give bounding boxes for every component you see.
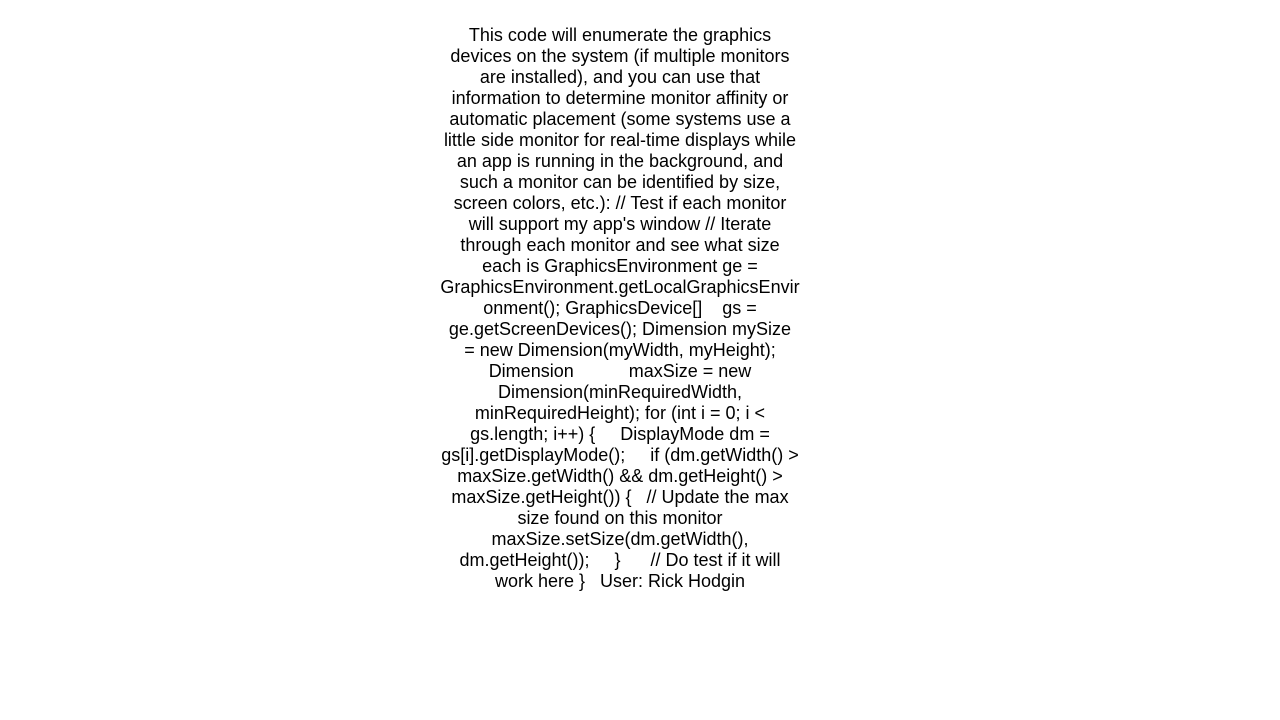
answer-text: This code will enumerate the graphics devices on the system (if multiple monitors are installed), and you can use that information to determine monitor affinity or automatic placement (some systems use a little side monitor for real-time displays while an app is running in the background, and such a monitor can be identified by size, screen colors, etc.): // Test if each monitor will support my app's window // Iterate through each monitor and see what size each is GraphicsEnvironment ge = GraphicsEnvironment.getLocalGraphicsEnvironment(); GraphicsDevice[] gs = ge.getScreenDevices(); Dimension mySize = new Dimension(myWidth, myHeight); Dimension maxSize = new Dimension(minRequiredWidth, minRequiredHeight); for (int i = 0; i < gs.length; i++) { DisplayMode dm = gs[i].getDisplayMode(); if (dm.getWidth() > maxSize.getWidth() && dm.getHeight() > maxSize.getHeight()) { // Update the max size found on this monitor maxSize.setSize(dm.getWidth(), dm.getHeight()); } // Do test if it will work here } User: Rick Hodgin — [440, 25, 804, 591]
